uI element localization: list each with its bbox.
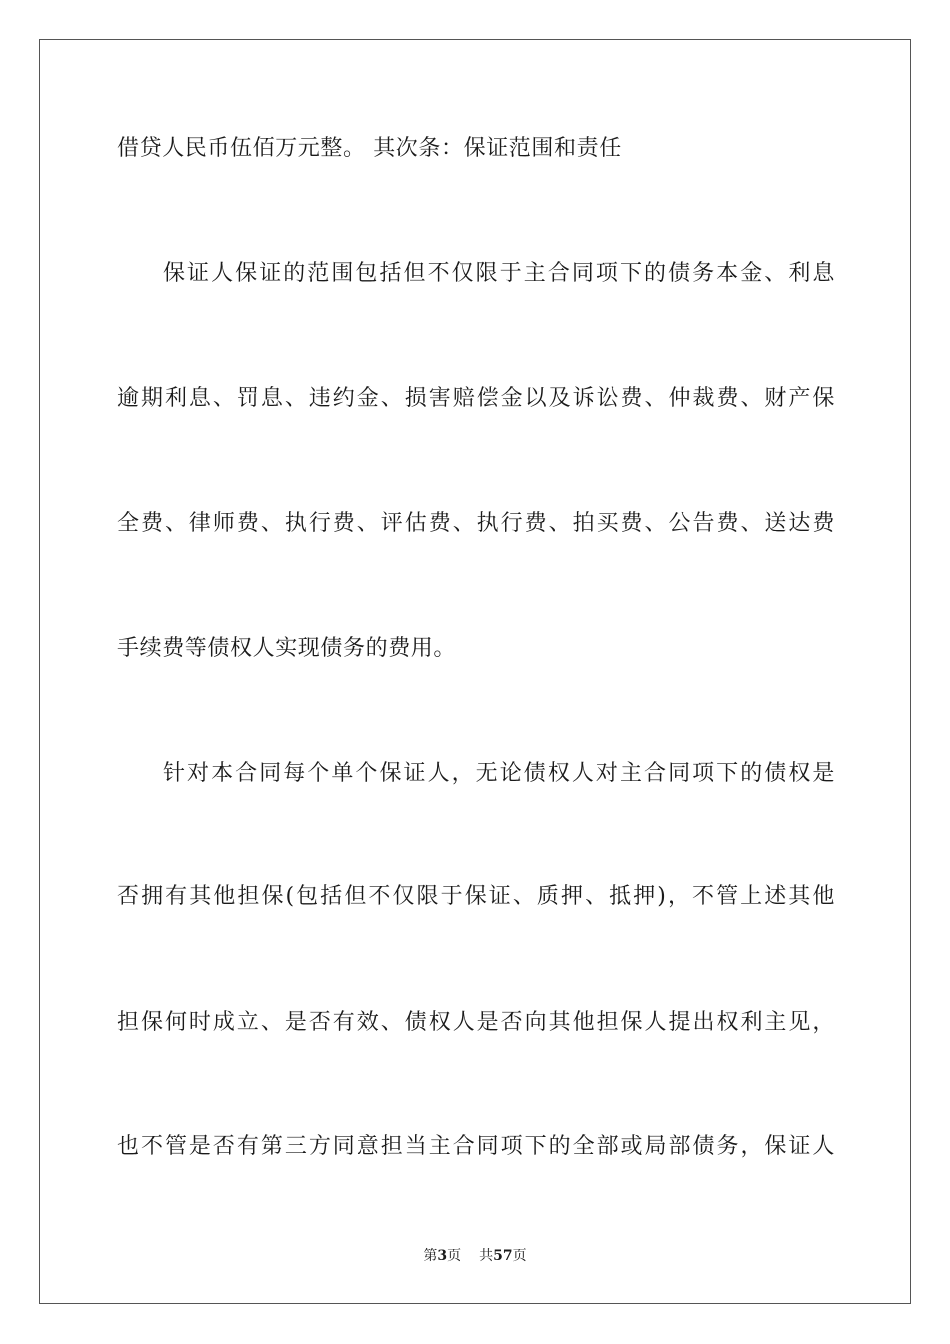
body-line-7: 否拥有其他担保(包括但不仅限于保证、质押、抵押)，不管上述其他 bbox=[117, 884, 835, 909]
page-number: 3 bbox=[437, 1248, 448, 1264]
page-footer bbox=[0, 1247, 950, 1265]
body-line-4: 全费、律师费、执行费、评估费、执行费、拍买费、公告费、送达费 bbox=[117, 511, 835, 536]
body-line-5: 手续费等债权人实现债务的费用。 bbox=[117, 636, 457, 661]
total-pages: 57 bbox=[493, 1248, 513, 1264]
total-suffix: 页 bbox=[512, 1248, 527, 1264]
total-prefix: 共 bbox=[479, 1248, 494, 1264]
page-border bbox=[39, 39, 911, 1304]
body-line-9: 也不管是否有第三方同意担当主合同项下的全部或局部债务，保证人 bbox=[117, 1134, 835, 1159]
page-suffix: 页 bbox=[447, 1248, 462, 1264]
page-prefix: 第 bbox=[423, 1248, 438, 1264]
body-line-8: 担保何时成立、是否有效、债权人是否向其他担保人提出权利主见， bbox=[117, 1010, 835, 1035]
body-line-1: 借贷人民币伍佰万元整。 其次条：保证范围和责任 bbox=[117, 136, 622, 161]
body-line-3: 逾期利息、罚息、违约金、损害赔偿金以及诉讼费、仲裁费、财产保 bbox=[117, 386, 835, 411]
body-line-2: 保证人保证的范围包括但不仅限于主合同项下的债务本金、利息 bbox=[163, 261, 835, 286]
body-line-6: 针对本合同每个单个保证人，无论债权人对主合同项下的债权是 bbox=[163, 761, 835, 786]
